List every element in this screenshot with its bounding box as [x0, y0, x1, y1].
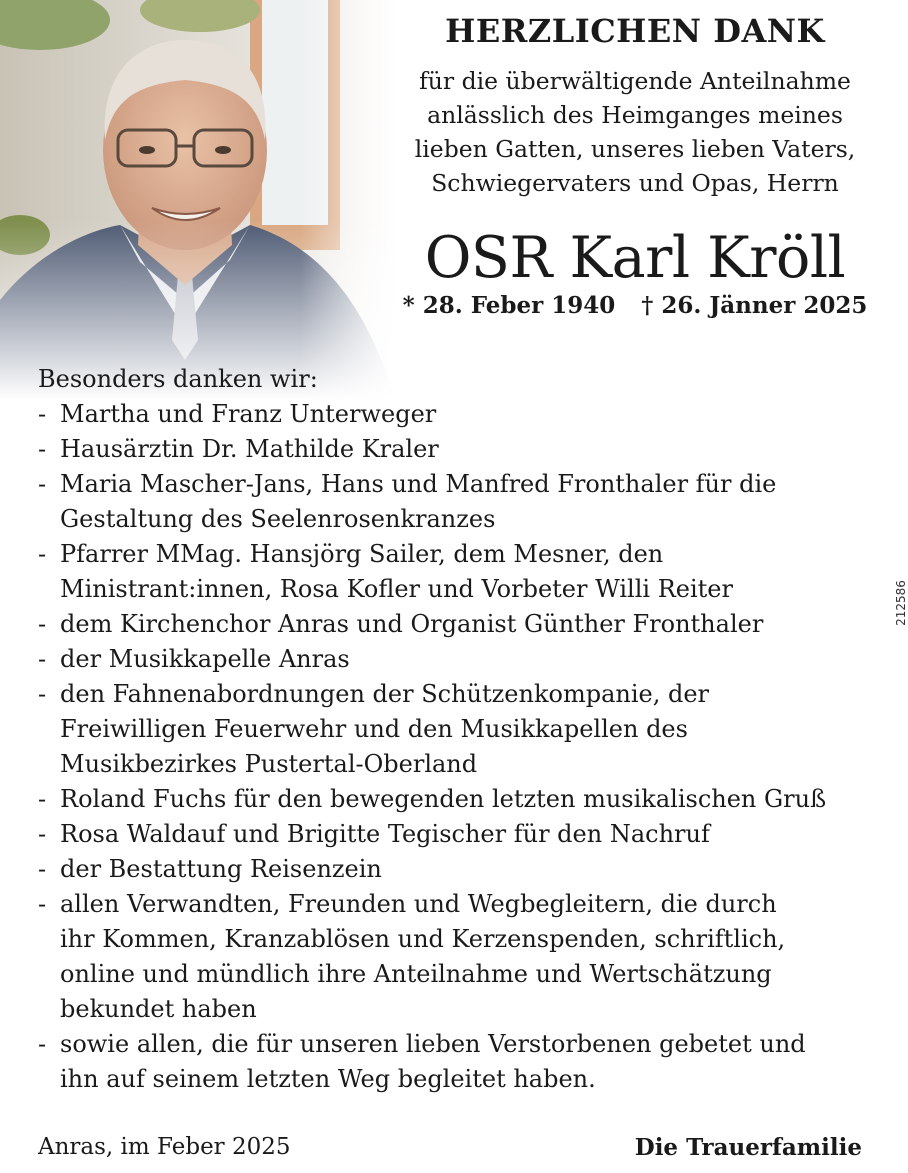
list-item-line: Hausärztin Dr. Mathilde Kraler — [60, 435, 439, 463]
list-item-line: Martha und Franz Unterweger — [60, 400, 437, 428]
signature: Die Trauerfamilie — [634, 1134, 862, 1161]
list-item-line: online und mündlich ihre Anteilnahme und Wertschätzung — [60, 960, 772, 988]
list-item-line: ihr Kommen, Kranzablösen und Kerzenspenden, schriftlich, — [60, 925, 786, 953]
list-item-line: Musikbezirkes Pustertal-Oberland — [60, 750, 478, 778]
list-item — [38, 782, 878, 817]
list-item-line: sowie allen, die für unseren lieben Verstorbenen gebetet und — [60, 1030, 806, 1058]
acknowledgements — [38, 362, 878, 1097]
list-item-line: dem Kirchenchor Anras und Organist Günther Fronthaler — [60, 610, 764, 638]
portrait-illustration — [0, 0, 400, 400]
list-dash: - — [38, 400, 47, 428]
list-item-line: der Bestattung Reisenzein — [60, 855, 382, 883]
list-item — [38, 537, 878, 607]
list-dash: - — [38, 610, 47, 638]
list-dash: - — [38, 645, 47, 673]
list-dash: - — [38, 435, 47, 463]
acknowledgements-list — [38, 397, 878, 1097]
list-item — [38, 887, 878, 1027]
intro-text — [380, 64, 890, 200]
list-dash: - — [38, 820, 47, 848]
intro-line: für die überwältigende Anteilnahme — [419, 67, 851, 95]
life-dates — [380, 292, 890, 319]
list-item-line: Pfarrer MMag. Hansjörg Sailer, dem Mesner, den — [60, 540, 664, 568]
list-item — [38, 607, 878, 642]
portrait-photo — [0, 0, 400, 400]
list-dash: - — [38, 470, 47, 498]
intro-line: Schwiegervaters und Opas, Herrn — [431, 169, 839, 197]
list-item — [38, 432, 878, 467]
ad-id: 212586 — [893, 580, 908, 626]
list-item-line: bekundet haben — [60, 995, 257, 1023]
header — [380, 8, 890, 319]
intro-line: anlässlich des Heimganges meines — [427, 101, 843, 129]
list-dash: - — [38, 680, 47, 708]
list-item — [38, 852, 878, 887]
death-date: † 26. Jänner 2025 — [641, 292, 868, 319]
list-item-line: allen Verwandten, Freunden und Wegbegleitern, die durch — [60, 890, 777, 918]
birth-date: * 28. Feber 1940 — [402, 292, 616, 319]
list-dash: - — [38, 890, 47, 918]
list-item-line: ihn auf seinem letzten Weg begleitet haben. — [60, 1065, 596, 1093]
deceased-name: OSR Karl Kröll — [424, 225, 846, 291]
thanks-title: HERZLICHEN DANK — [445, 12, 825, 50]
list-item — [38, 817, 878, 852]
list-dash: - — [38, 855, 47, 883]
place-date: Anras, im Feber 2025 — [38, 1134, 291, 1160]
acknowledgements-lead: Besonders danken wir: — [38, 365, 318, 393]
list-dash: - — [38, 1030, 47, 1058]
list-item-line: Maria Mascher-Jans, Hans und Manfred Fronthaler für die — [60, 470, 777, 498]
list-dash: - — [38, 540, 47, 568]
list-item-line: Freiwilligen Feuerwehr und den Musikkapellen des — [60, 715, 688, 743]
list-item — [38, 677, 878, 782]
intro-line: lieben Gatten, unseres lieben Vaters, — [414, 135, 856, 163]
list-item-line: Roland Fuchs für den bewegenden letzten musikalischen Gruß — [60, 785, 827, 813]
list-item-line: der Musikkapelle Anras — [60, 645, 350, 673]
list-item-line: Gestaltung des Seelenrosenkranzes — [60, 505, 496, 533]
list-item — [38, 467, 878, 537]
list-item — [38, 1027, 878, 1097]
list-item-line: Rosa Waldauf und Brigitte Tegischer für den Nachruf — [60, 820, 710, 848]
list-item — [38, 397, 878, 432]
list-dash: - — [38, 785, 47, 813]
list-item-line: den Fahnenabordnungen der Schützenkompanie, der — [60, 680, 710, 708]
list-item-line: Ministrant:innen, Rosa Kofler und Vorbeter Willi Reiter — [60, 575, 733, 603]
list-item — [38, 642, 878, 677]
